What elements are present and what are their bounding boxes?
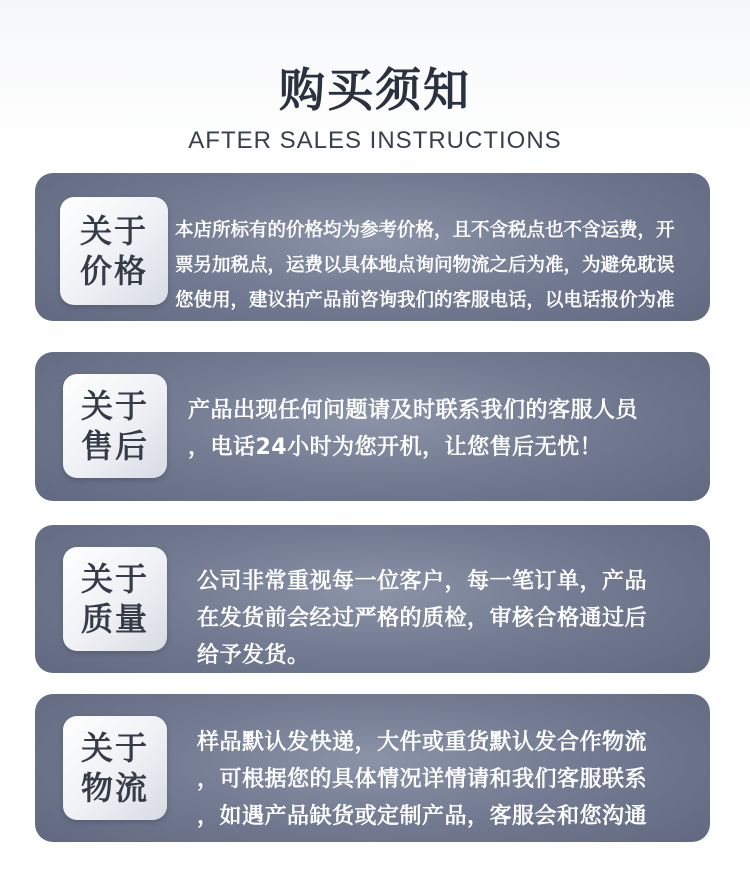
badge-line-1: 关于 bbox=[80, 560, 149, 598]
logistics-notice-card bbox=[35, 694, 710, 866]
page-title: 购买须知 bbox=[279, 63, 471, 117]
price-badge bbox=[60, 197, 168, 305]
text-line: ，电话24小时为您开机，让您售后无忧！ bbox=[188, 435, 603, 460]
text-line: 样品默认发快递，大件或重货默认发合作物流 bbox=[197, 730, 648, 755]
text-line: 您使用，建议拍产品前咨询我们的客服电话，以电话报价为准 bbox=[175, 290, 675, 311]
page-subtitle: AFTER SALES INSTRUCTIONS bbox=[188, 127, 562, 154]
badge-line-2: 售后 bbox=[80, 427, 149, 465]
badge-line-1: 关于 bbox=[80, 387, 149, 425]
badge-line-1: 关于 bbox=[79, 212, 148, 250]
after-sales-notice-card bbox=[35, 352, 710, 501]
text-line: 给予发货。 bbox=[197, 643, 310, 668]
price-notice-text bbox=[175, 213, 705, 318]
price-notice-card bbox=[35, 173, 710, 321]
text-line: 在发货前会经过严格的质检，审核合格通过后 bbox=[197, 606, 648, 631]
text-line: 产品出现任何问题请及时联系我们的客服人员 bbox=[188, 398, 639, 423]
quality-notice-text bbox=[197, 563, 677, 674]
quality-notice-card bbox=[35, 525, 710, 673]
logistics-notice-text bbox=[197, 724, 677, 866]
text-line: ，可根据您的具体情况详情请和我们客服联系 bbox=[197, 767, 648, 792]
quality-badge bbox=[63, 547, 167, 651]
badge-line-2: 价格 bbox=[79, 252, 148, 290]
after-sales-notice-text bbox=[188, 392, 688, 466]
badge-line-1: 关于 bbox=[80, 729, 149, 767]
badge-line-2: 物流 bbox=[80, 769, 149, 807]
text-line: ，如遇产品缺货或定制产品，客服会和您沟通 bbox=[197, 804, 648, 829]
after-sales-badge bbox=[63, 374, 167, 478]
text-line: 公司非常重视每一位客户，每一笔订单，产品 bbox=[197, 569, 648, 594]
text-line: 本店所标有的价格均为参考价格，且不含税点也不含运费，开 bbox=[175, 220, 675, 241]
header bbox=[0, 0, 750, 170]
text-line: 票另加税点，运费以具体地点询问物流之后为准，为避免耽误 bbox=[175, 255, 675, 276]
text-line: ！ bbox=[197, 841, 220, 866]
badge-line-2: 质量 bbox=[80, 600, 149, 638]
logistics-badge bbox=[63, 716, 167, 820]
